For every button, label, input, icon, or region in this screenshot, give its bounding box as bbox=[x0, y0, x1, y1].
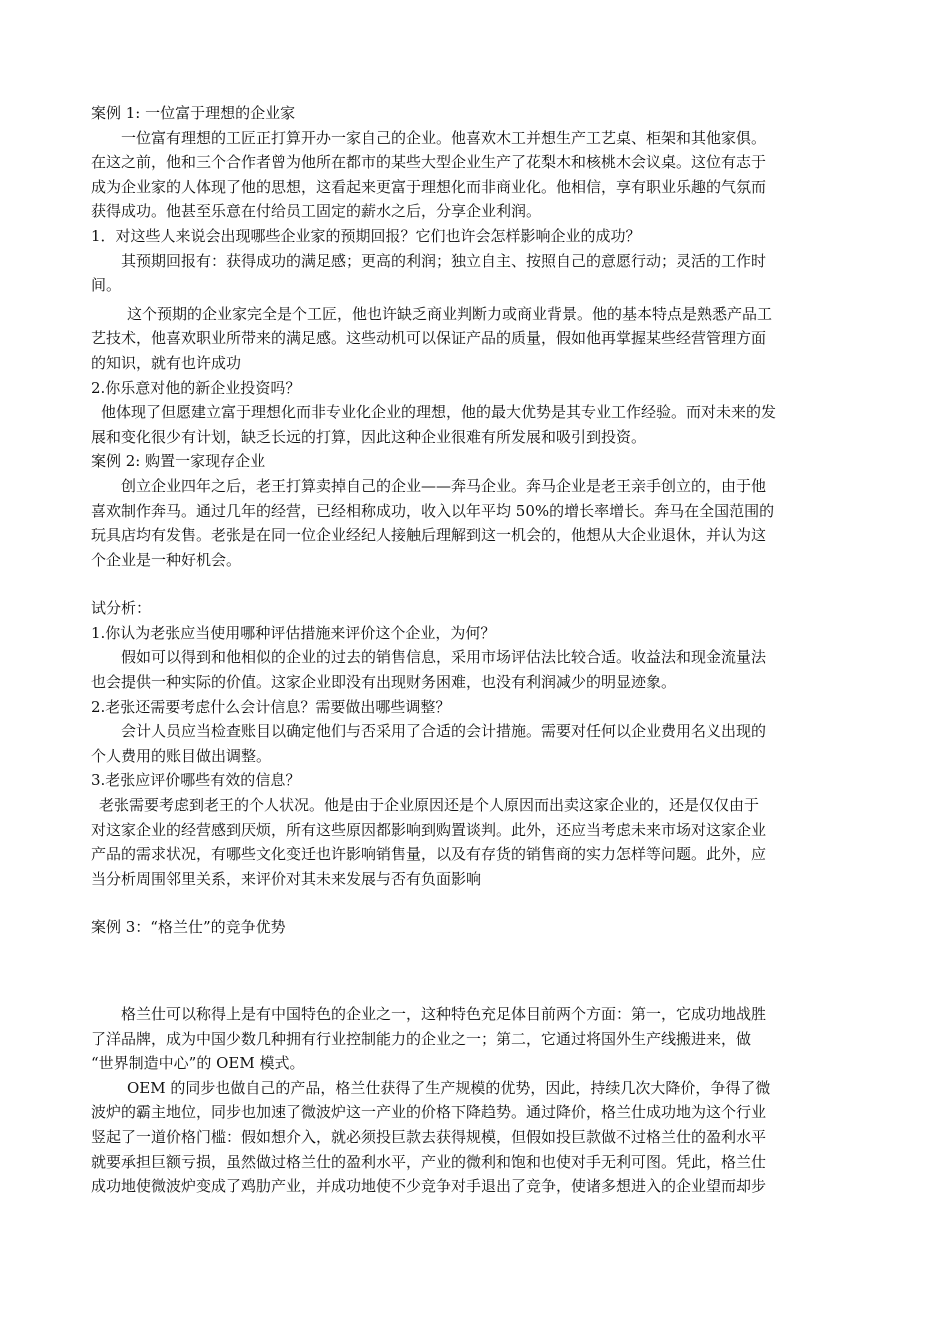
case1-intro-line: 一位富有理想的工匠正打算开办一家自己的企业。他喜欢木工并想生产工艺桌、柜架和其他家俱。 bbox=[121, 128, 767, 147]
case1-intro-line: 成为企业家的人体现了他的思想，这看起来更富于理想化而非商业化。他相信，享有职业乐趣的气氛而 bbox=[91, 177, 767, 196]
case3-paragraph-2-line: 竖起了一道价格门槛：假如想介入，就必须投巨款去获得规模，但假如投巨款做不过格兰仕的盈利水平 bbox=[91, 1127, 767, 1146]
case1-intro-line: 获得成功。他甚至乐意在付给员工固定的薪水之后，分享企业利润。 bbox=[91, 202, 542, 221]
case3-paragraph-1-line: 格兰仕可以称得上是有中国特色的企业之一，这种特色充足体目前两个方面：第一，它成功地战胜 bbox=[121, 1005, 767, 1023]
case2-answer-3-line: 产品的需求状况，有哪些文化变迁也许影响销售量，以及有存货的销售商的实力怎样等问题。此外，应 bbox=[91, 845, 767, 864]
case2-answer-2-line: 个人费用的账目做出调整。 bbox=[91, 746, 272, 765]
case3-paragraph-2-line: 成功地使微波炉变成了鸡肋产业，并成功地使不少竞争对手退出了竞争，使诸多想进入的企业望而却步 bbox=[91, 1177, 767, 1196]
case1-question-1: 1．对这些人来说会出现哪些企业家的预期回报？它们也许会怎样影响企业的成功？ bbox=[91, 226, 641, 245]
case3-paragraph-1-line: 了洋品牌，成为中国少数几种拥有行业控制能力的企业之一；第二，它通过将国外生产线搬进来，做 bbox=[91, 1029, 752, 1048]
case2-answer-1-line: 也会提供一种实际的价值。这家企业即没有出现财务困难，也没有利润减少的明显迹象。 bbox=[91, 673, 677, 692]
case1-answer-1-line: 间。 bbox=[91, 276, 122, 295]
case2-intro-line: 玩具店均有发售。老张是在同一位企业经纪人接触后理解到这一机会的，他想从大企业退休，并认为这 bbox=[91, 526, 767, 545]
case2-answer-3-line: 老张需要考虑到老王的个人状况。他是由于企业原因还是个人原因而出卖这家企业的，还是仅仅由于 bbox=[99, 796, 760, 815]
case3-paragraph-2-line: OEM 的同步也做自己的产品，格兰仕获得了生产规模的优势，因此，持续几次大降价，争得了微 bbox=[127, 1078, 771, 1097]
case2-question-1: 1.你认为老张应当使用哪种评估措施来评价这个企业，为何？ bbox=[91, 623, 496, 642]
case1-answer-1b-line: 的知识，就有也许成功 bbox=[91, 353, 242, 372]
case2-answer-1-line: 假如可以得到和他相似的企业的过去的销售信息，采用市场评估法比较合适。收益法和现金流量法 bbox=[121, 648, 767, 667]
case3-paragraph-1-line: “世界制造中心”的 OEM 模式。 bbox=[91, 1054, 305, 1073]
case1-answer-1b-line: 艺技术，他喜欢职业所带来的满足感。这些动机可以保证产品的质量，假如他再掌握某些经营管理方面 bbox=[91, 329, 767, 348]
case1-intro-line: 在这之前，他和三个合作者曾为他所在都市的某些大型企业生产了花梨木和核桃木会议桌。这位有志于 bbox=[91, 153, 767, 172]
case3-title: 案例 3：“格兰仕”的竞争优势 bbox=[91, 918, 286, 937]
case1-answer-2-line: 他体现了但愿建立富于理想化而非专业化企业的理想，他的最大优势是其专业工作经验。而对未来的发 bbox=[101, 403, 777, 422]
case1-question-2: 2.你乐意对他的新企业投资吗？ bbox=[91, 378, 301, 397]
document-page bbox=[91, 101, 859, 1199]
case2-intro-line: 个企业是一种好机会。 bbox=[91, 550, 242, 569]
case1-answer-1-line: 其预期回报有：获得成功的满足感；更高的利润；独立自主、按照自己的意愿行动；灵活的工作时 bbox=[121, 251, 767, 270]
case2-answer-3-line: 对这家企业的经营感到厌烦，所有这些原因都影响到购置谈判。此外，还应当考虑未来市场对这家企业 bbox=[91, 820, 767, 839]
case2-question-3: 3.老张应评价哪些有效的信息？ bbox=[91, 771, 301, 790]
case3-paragraph-2-line: 就要承担巨额亏损，虽然做过格兰仕的盈利水平，产业的微利和饱和也使对手无利可图。凭此，格兰仕 bbox=[91, 1152, 767, 1171]
case2-answer-2-line: 会计人员应当检查账目以确定他们与否采用了合适的会计措施。需要对任何以企业费用名义出现的 bbox=[121, 722, 767, 741]
case2-title: 案例 2: 购置一家现存企业 bbox=[91, 452, 266, 471]
case2-intro-line: 创立企业四年之后，老王打算卖掉自己的企业——奔马企业。奔马企业是老王亲手创立的，由于他 bbox=[121, 476, 767, 495]
case2-analysis-label: 试分析： bbox=[91, 599, 152, 618]
case2-intro-line: 喜欢制作奔马。通过几年的经营，已经相称成功，收入以年平均 50%的增长率增长。奔马在全国范围的 bbox=[91, 501, 775, 520]
case3-paragraph-2-line: 波炉的霸主地位，同步也加速了微波炉这一产业的价格下降趋势。通过降价，格兰仕成功地为这个行业 bbox=[91, 1103, 767, 1122]
case1-answer-2-line: 展和变化很少有计划，缺乏长远的打算，因此这种企业很难有所发展和吸引到投资。 bbox=[91, 427, 647, 446]
case1-answer-1b-line: 这个预期的企业家完全是个工匠，他也许缺乏商业判断力或商业背景。他的基本特点是熟悉产品工 bbox=[127, 304, 773, 323]
case2-question-2: 2.老张还需要考虑什么会计信息？需要做出哪些调整？ bbox=[91, 697, 451, 716]
case1-title: 案例 1: 一位富于理想的企业家 bbox=[91, 104, 296, 122]
case2-answer-3-line: 当分析周围邻里关系，来评价对其未来发展与否有负面影响 bbox=[91, 869, 482, 888]
